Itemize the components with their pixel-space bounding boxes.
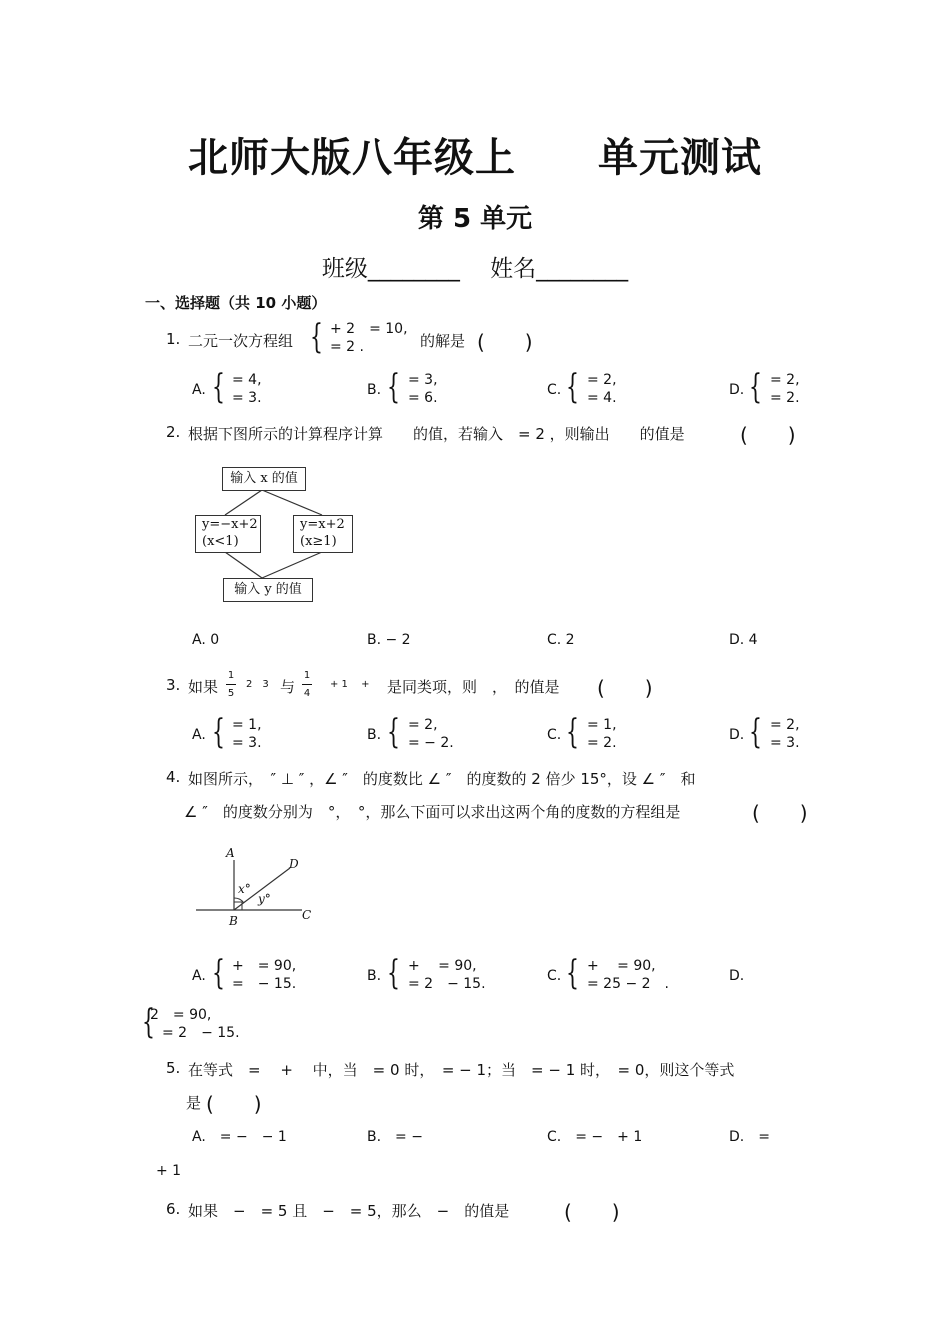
- q4-option-c-label: C.: [547, 968, 562, 984]
- q5-option-b: B. = −: [367, 1129, 423, 1145]
- q1-option-d: = 2, = 2.: [770, 372, 800, 406]
- flow-output-box: 输入 y 的值: [223, 578, 313, 602]
- q4-option-b-label: B.: [367, 968, 382, 984]
- unit-subtitle: 第 5 单元: [417, 204, 533, 234]
- q1-option-c-label: C.: [547, 382, 562, 398]
- q2-option-b: B. − 2: [367, 632, 411, 648]
- q3-option-c-brace: {: [566, 712, 579, 752]
- q4-label-a: A: [226, 846, 235, 860]
- q4-option-a: + = 90, = − 15.: [232, 958, 297, 992]
- q6-number: 6.: [166, 1200, 181, 1218]
- q6-text: 如果 − = 5 且 − = 5，那么 − 的值是: [188, 1202, 510, 1220]
- q4-option-a-label: A.: [192, 968, 206, 984]
- q4-option-b-brace: {: [387, 953, 400, 993]
- q3-text-2: 与: [280, 678, 296, 696]
- q3-exp2: + 1 +: [330, 679, 370, 690]
- q5-line2: 是: [186, 1094, 202, 1112]
- page-title: 北师大版八年级上 单元测试: [188, 135, 762, 181]
- q1-option-b-brace: {: [387, 367, 400, 407]
- q4-option-a-brace: {: [212, 953, 225, 993]
- q5-line1: 在等式 = + 中，当 = 0 时， = − 1；当 = − 1 时， = 0，则这个等式: [188, 1061, 735, 1079]
- class-name-line: [0, 250, 950, 283]
- q3-option-d-brace: {: [749, 712, 762, 752]
- q4-label-y: y°: [258, 892, 271, 906]
- q3-option-c: = 1, = 2.: [587, 717, 617, 751]
- q2-answer-paren: ( ): [740, 423, 796, 447]
- q3-option-d-label: D.: [729, 727, 745, 743]
- q1-brace: {: [310, 317, 323, 357]
- q4-option-b: + = 90, = 2 − 15.: [408, 958, 486, 992]
- q4-option-d-brace: {: [142, 1002, 155, 1042]
- q5-number: 5.: [166, 1059, 181, 1077]
- q5-option-d-wrap: + 1: [156, 1163, 182, 1179]
- q3-option-a: = 1, = 3.: [232, 717, 262, 751]
- q5-option-d: D. =: [729, 1129, 770, 1145]
- q2-number: 2.: [166, 423, 181, 441]
- q4-number: 4.: [166, 768, 181, 786]
- q1-option-a: = 4, = 3.: [232, 372, 262, 406]
- q2-option-c: C. 2: [547, 632, 575, 648]
- q3-option-b: = 2, = − 2.: [408, 717, 454, 751]
- q3-frac1-den: 5: [227, 688, 235, 699]
- q3-option-c-label: C.: [547, 727, 562, 743]
- q4-line1: 如图所示， ″ ⊥ ″ ，∠ ″ 的度数比 ∠ ″ 的度数的 2 倍少 15°，设 ∠ ″ 和: [188, 770, 696, 788]
- q4-label-c: C: [302, 908, 312, 922]
- q1-number: 1.: [166, 330, 181, 348]
- q3-frac1-num: 1: [227, 670, 235, 681]
- q3-option-a-label: A.: [192, 727, 206, 743]
- q3-option-b-brace: {: [387, 712, 400, 752]
- q1-option-c: = 2, = 4.: [587, 372, 617, 406]
- q1-option-a-label: A.: [192, 382, 206, 398]
- q4-label-b: B: [229, 914, 238, 928]
- q1-system: + 2 = 10, = 2 .: [330, 321, 408, 355]
- q3-frac2-num: 1: [303, 670, 311, 681]
- q3-option-b-label: B.: [367, 727, 382, 743]
- q6-answer-paren: ( ): [564, 1200, 620, 1224]
- q3-frac2-bar: [302, 684, 312, 685]
- q1-option-a-brace: {: [212, 367, 225, 407]
- q3-number: 3.: [166, 676, 181, 694]
- q4-line2: ∠ ″ 的度数分别为 °， °，那么下面可以求出这两个角的度数的方程组是: [184, 803, 681, 821]
- q3-exp1: 2 3: [246, 679, 269, 690]
- q4-option-c-brace: {: [566, 953, 579, 993]
- q4-answer-paren: ( ): [752, 801, 808, 825]
- q5-option-c: C. = − + 1: [547, 1129, 643, 1145]
- q4-option-d-system: 2 = 90, = 2 − 15.: [150, 1007, 240, 1041]
- q1-option-c-brace: {: [566, 367, 579, 407]
- q1-text: 二元一次方程组: [188, 332, 294, 350]
- q4-option-d-label: D.: [729, 968, 745, 984]
- q5-answer-paren: ( ): [206, 1092, 262, 1116]
- q1-answer-paren: ( ): [477, 330, 533, 354]
- flow-left-box: y=−x+2 (x<1): [195, 515, 261, 553]
- q3-frac1-bar: [226, 684, 236, 685]
- q2-option-a: A. 0: [192, 632, 220, 648]
- q3-answer-paren: ( ): [597, 676, 653, 700]
- q1-text-after: 的解是: [420, 332, 466, 350]
- q3-option-a-brace: {: [212, 712, 225, 752]
- q4-label-x: x°: [238, 882, 251, 896]
- q3-text-3: 是同类项，则 ， 的值是: [387, 678, 560, 696]
- q1-option-b: = 3, = 6.: [408, 372, 438, 406]
- class-field: 班级________: [321, 256, 460, 282]
- q3-option-d: = 2, = 3.: [770, 717, 800, 751]
- q2-option-d: D. 4: [729, 632, 758, 648]
- section-heading: 一、选择题（共 10 小题）: [145, 294, 327, 312]
- name-field: 姓名________: [490, 256, 629, 282]
- q4-label-d: D: [289, 857, 299, 871]
- q3-text-1: 如果: [188, 678, 219, 696]
- q1-option-d-label: D.: [729, 382, 745, 398]
- q4-option-c: + = 90, = 25 − 2 .: [587, 958, 669, 992]
- q3-frac2-den: 4: [303, 688, 311, 699]
- q1-option-d-brace: {: [749, 367, 762, 407]
- q5-option-a: A. = − − 1: [192, 1129, 287, 1145]
- flow-right-box: y=x+2 (x≥1): [293, 515, 353, 553]
- q1-option-b-label: B.: [367, 382, 382, 398]
- q2-text: 根据下图所示的计算程序计算 的值，若输入 = 2 ，则输出 的值是: [188, 425, 685, 443]
- flow-input-box: 输入 x 的值: [222, 467, 306, 491]
